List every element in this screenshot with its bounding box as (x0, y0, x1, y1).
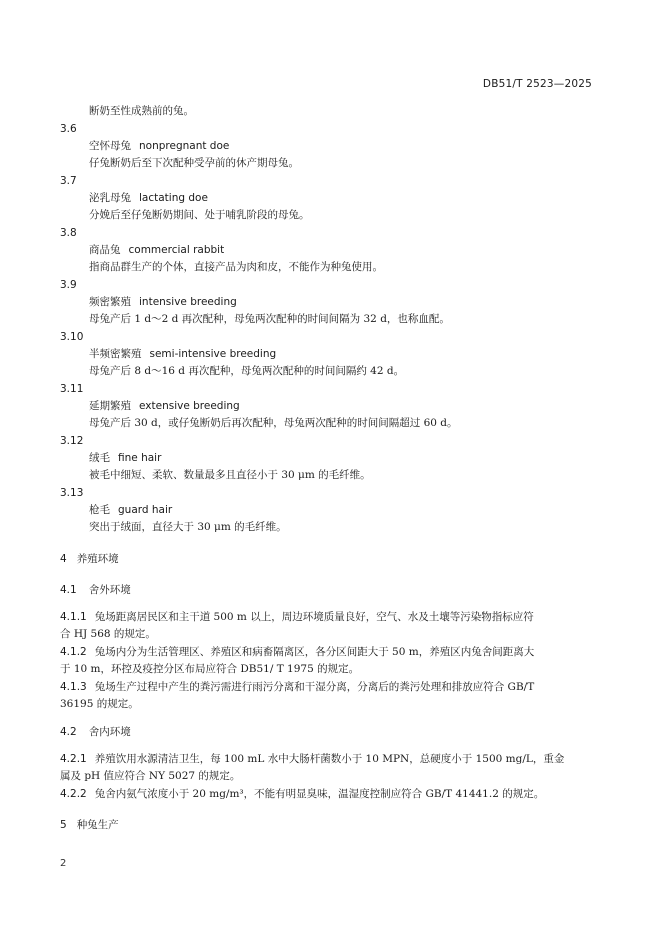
definition-number: 3.9 (60, 278, 77, 291)
definition-number: 3.13 (60, 486, 84, 499)
definition-description: 指商品群生产的个体，直接产品为肉和皮，不能作为种兔使用。 (89, 261, 383, 273)
document-code-header: DB51/T 2523—2025 (482, 78, 592, 90)
definitions-list (60, 121, 600, 537)
clause-text: 兔场距离居民区和主干道 500 m 以上，周边环境质量良好，空气、水及土壤等污染物指标应符 (94, 610, 534, 623)
definition-number: 3.12 (60, 434, 84, 447)
clause-line (60, 644, 600, 662)
definition-description: 仔兔断奶后至下次配种受孕前的休产期母兔。 (89, 157, 299, 169)
clause-number: 4.1.2 (60, 645, 87, 658)
section-5-number: 5 (60, 819, 67, 831)
intro-line: 断奶至性成熟前的兔。 (89, 105, 194, 117)
definition-number: 3.8 (60, 226, 77, 239)
term-english: fine hair (118, 451, 162, 464)
term-chinese: 绒毛 (89, 451, 110, 464)
section-4-1-title: 舍外环境 (88, 583, 131, 596)
term-english: commercial rabbit (128, 243, 225, 256)
definition-term (60, 346, 600, 364)
term-chinese: 枪毛 (89, 503, 110, 516)
definition-term (60, 502, 600, 520)
term-english: semi-intensive breeding (149, 347, 277, 360)
clause-continuation: 36195 的规定。 (60, 698, 139, 710)
definition-term (60, 190, 600, 208)
definition-description: 母兔产后 30 d，或仔兔断奶后再次配种，母兔两次配种的时间间隔超过 60 d。 (89, 417, 458, 429)
clause-line (60, 609, 600, 627)
term-english: nonpregnant doe (139, 139, 230, 152)
clause-number: 4.1.3 (60, 680, 87, 693)
section-4-2-heading (60, 724, 600, 741)
definition-description: 母兔产后 1 d～2 d 再次配种，母兔两次配种的时间间隔为 32 d，也称血配。 (89, 313, 450, 325)
section-4-title: 养殖环境 (76, 552, 119, 565)
section-4-heading (60, 551, 600, 568)
term-chinese: 商品兔 (89, 243, 121, 256)
definition-number: 3.6 (60, 122, 77, 135)
term-chinese: 泌乳母兔 (89, 191, 131, 204)
definition-term (60, 450, 600, 468)
term-english: guard hair (118, 503, 173, 516)
page-number: 2 (60, 858, 67, 869)
section-4-2-title: 舍内环境 (88, 725, 131, 738)
term-chinese: 半频密繁殖 (89, 347, 142, 360)
term-chinese: 频密繁殖 (89, 295, 131, 308)
clause-line (60, 751, 600, 769)
definition-description: 分娩后至仔兔断奶期间、处于哺乳阶段的母兔。 (89, 209, 310, 221)
definition-description: 被毛中细短、柔软、数量最多且直径小于 30 μm 的毛纤维。 (89, 469, 371, 481)
clause-text: 养殖饮用水源清洁卫生，每 100 mL 水中大肠杆菌数小于 10 MPN，总硬度小于 1500 mg/L，重金 (94, 752, 565, 765)
page-content (60, 103, 600, 834)
section-4-1-paragraphs (60, 609, 600, 714)
definition-number: 3.11 (60, 382, 84, 395)
definition-description: 母兔产后 8 d～16 d 再次配种，母兔两次配种的时间间隔约 42 d。 (89, 365, 405, 377)
clause-continuation: 于 10 m，环控及疫控分区布局应符合 DB51/ T 1975 的规定。 (60, 663, 360, 675)
clause-number: 4.2.2 (60, 787, 87, 800)
section-4-2-number: 4.2 (60, 725, 77, 738)
term-english: lactating doe (139, 191, 208, 204)
definition-description: 突出于绒面，直径大于 30 μm 的毛纤维。 (89, 521, 287, 533)
term-english: intensive breeding (139, 295, 237, 308)
section-4-2-paragraphs (60, 751, 600, 804)
definition-term (60, 294, 600, 312)
term-english: extensive breeding (139, 399, 240, 412)
clause-text: 兔场生产过程中产生的粪污需进行雨污分离和干湿分离，分离后的粪污处理和排放应符合 GB/T (94, 680, 535, 693)
definition-number: 3.7 (60, 174, 77, 187)
clause-line (60, 786, 600, 804)
section-4-1-heading (60, 582, 600, 599)
clause-number: 4.1.1 (60, 610, 87, 623)
section-5-title: 种兔生产 (76, 819, 119, 831)
definition-number: 3.10 (60, 330, 84, 343)
clause-continuation: 属及 pH 值应符合 NY 5027 的规定。 (60, 770, 241, 782)
term-chinese: 空怀母兔 (89, 139, 131, 152)
definition-term (60, 138, 600, 156)
clause-text: 兔场内分为生活管理区、养殖区和病畜隔离区，各分区间距大于 50 m，养殖区内兔舍间距离大 (94, 645, 535, 658)
clause-continuation: 合 HJ 568 的规定。 (60, 628, 156, 640)
section-4-1-number: 4.1 (60, 583, 77, 596)
clause-line (60, 679, 600, 697)
definition-term (60, 242, 600, 260)
term-chinese: 延期繁殖 (89, 399, 131, 412)
definition-term (60, 398, 600, 416)
section-4-number: 4 (60, 552, 67, 565)
section-5-heading (60, 817, 600, 834)
clause-text: 兔舍内氨气浓度小于 20 mg/m³，不能有明显臭味，温湿度控制应符合 GB/T 41441.2 的规定。 (94, 787, 545, 800)
clause-number: 4.2.1 (60, 752, 87, 765)
